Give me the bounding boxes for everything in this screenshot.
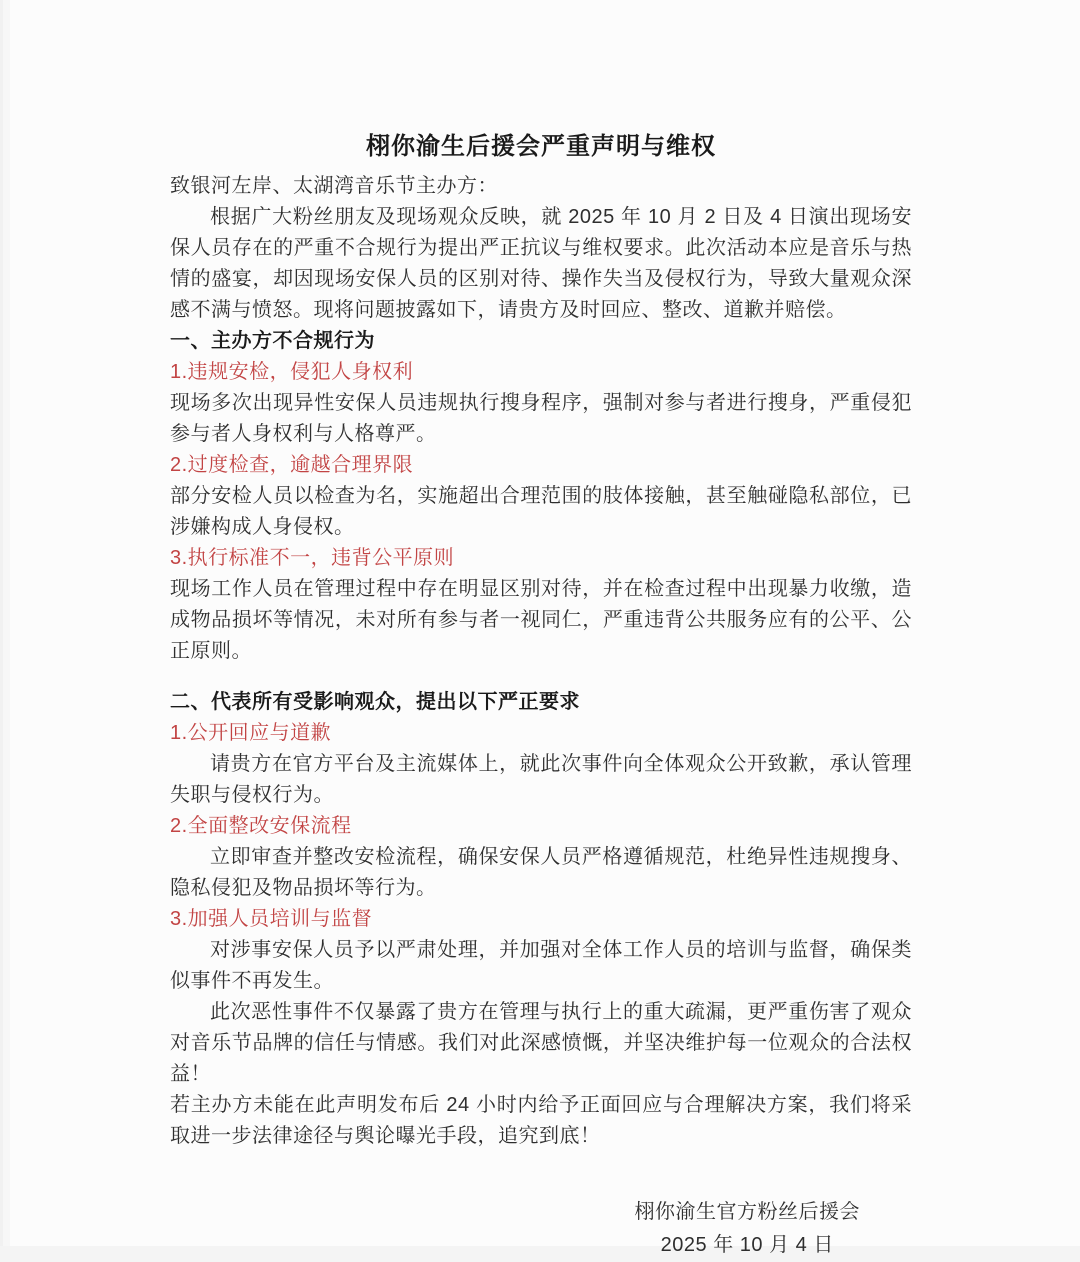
signature-block: [170, 1196, 912, 1262]
section-2-item-3-body: 对涉事安保人员予以严肃处理，并加强对全体工作人员的培训与监督，确保类似事件不再发生。: [170, 939, 912, 992]
section-2-item-1-title: 1.公开回应与道歉: [170, 722, 332, 744]
intro-paragraph: 根据广大粉丝朋友及现场观众反映，就 2025 年 10 月 2 日及 4 日演出现场安保人员存在的严重不合规行为提出严正抗议与维权要求。此次活动本应是音乐与热情的盛宴，却因现场安保人员的区别对待、操作失当及侵权行为，导致大量观众深感不满与愤怒。现将问题披露如下，请贵方及时回应、整改、道歉并赔偿。: [170, 206, 912, 321]
section-2-item-2-title: 2.全面整改安保流程: [170, 815, 352, 837]
statement-body: [170, 130, 912, 1262]
section-1-heading: 一、主办方不合规行为: [170, 330, 375, 352]
document-title: 栩你渝生后援会严重声明与维权: [366, 133, 716, 160]
section-1-item-1-body: 现场多次出现异性安保人员违规执行搜身程序，强制对参与者进行搜身，严重侵犯参与者人身权利与人格尊严。: [170, 392, 912, 445]
section-2-item-1-body: 请贵方在官方平台及主流媒体上，就此次事件向全体观众公开致歉，承认管理失职与侵权行为。: [170, 753, 912, 806]
section-1-item-2-body: 部分安检人员以检查为名，实施超出合理范围的肢体接触，甚至触碰隐私部位，已涉嫌构成人身侵权。: [170, 485, 912, 538]
closing-paragraph-2: 若主办方未能在此声明发布后 24 小时内给予正面回应与合理解决方案，我们将采取进一步法律途径与舆论曝光手段，追究到底！: [170, 1094, 912, 1147]
section-1-item-3-body: 现场工作人员在管理过程中存在明显区别对待，并在检查过程中出现暴力收缴，造成物品损坏等情况，未对所有参与者一视同仁，严重违背公共服务应有的公平、公正原则。: [170, 578, 912, 662]
signature-date: 2025 年 10 月 4 日: [660, 1234, 834, 1256]
section-1-item-2-title: 2.过度检查，逾越合理界限: [170, 454, 414, 476]
section-2-item-2-body: 立即审查并整改安检流程，确保安保人员严格遵循规范，杜绝异性违规搜身、隐私侵犯及物品损坏等行为。: [170, 846, 912, 899]
section-1-item-3-title: 3.执行标准不一，违背公平原则: [170, 547, 455, 569]
signature-name: 栩你渝生官方粉丝后援会: [634, 1201, 860, 1223]
section-2-item-3-title: 3.加强人员培训与监督: [170, 908, 373, 930]
section-1-item-1-title: 1.违规安检，侵犯人身权利: [170, 361, 414, 383]
section-2-heading: 二、代表所有受影响观众，提出以下严正要求: [170, 691, 580, 713]
salutation-line: 致银河左岸、太湖湾音乐节主办方：: [170, 175, 498, 197]
closing-paragraph-1: 此次恶性事件不仅暴露了贵方在管理与执行上的重大疏漏，更严重伤害了观众对音乐节品牌的信任与情感。我们对此深感愤慨，并坚决维护每一位观众的合法权益！: [170, 1001, 912, 1085]
signature-column: [635, 1196, 861, 1262]
